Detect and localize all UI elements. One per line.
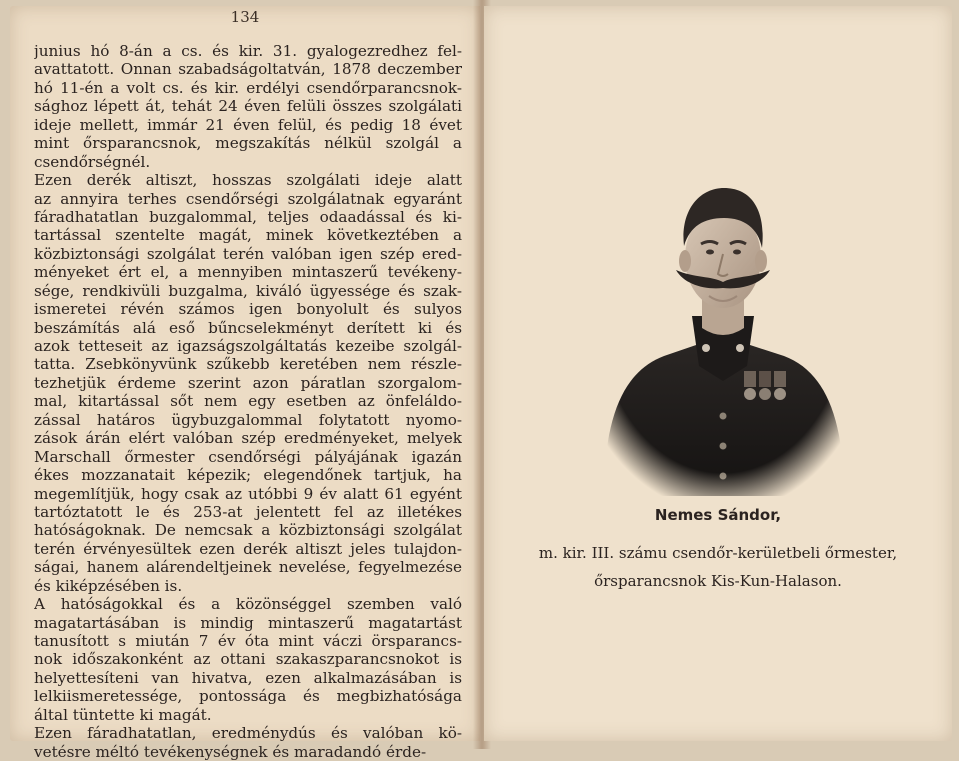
portrait-photo — [594, 166, 852, 496]
text-line: ményeket ért el, a mennyiben mintaszerű tevékeny- — [34, 263, 462, 282]
text-line: avattatott. Onnan szabadságoltatván, 1878 deczember — [34, 60, 462, 79]
right-page — [484, 6, 952, 741]
text-line: mal, kitartással sőt nem egy esetben az önfeláldo- — [34, 392, 462, 411]
text-line: ideje mellett, immár 21 éven felül, és pedig 18 évet — [34, 115, 462, 134]
portrait-illustration — [594, 166, 852, 496]
text-line: azok tetteseit az igazságszolgáltatás kezeibe szolgál- — [34, 337, 462, 355]
text-line: csendőrségnél. — [34, 152, 151, 171]
text-line: tatta. Zsebkönyvünk szűkebb keretében nem részle- — [34, 355, 462, 374]
text-line: terén érvényesültek ezen derék altiszt jeles tulajdon- — [34, 539, 462, 558]
text-line: mint őrsparancsnok, megszakítás nélkül szolgál a — [34, 134, 462, 153]
text-line: tezhetjük érdeme szerint azon páratlan szorgalom- — [34, 373, 462, 392]
text-line: tartással szentelte magát, minek következtében a — [34, 226, 462, 245]
text-line: megemlítjük, hogy csak az utóbbi 9 év alatt 61 egyént — [34, 484, 462, 503]
text-line: ismeretei révén számos igen bonyolult és sulyos — [34, 300, 462, 319]
text-line: sége, rendkivüli buzgalma, kiváló ügyessége és szak- — [34, 281, 462, 300]
text-line: zással határos ügybuzgalommal folytatott nyomo- — [34, 410, 462, 429]
text-line: tanusított s miután 7 év óta mint váczi örsparancs- — [34, 632, 462, 650]
text-line: helyettesíteni van hivatva, ezen alkalmazásában is — [34, 668, 462, 687]
text-line: által tüntette ki magát. — [34, 705, 212, 724]
text-line: zások árán elért valóban szép eredményeket, melyek — [34, 429, 462, 448]
text-line: beszámítás alá eső bűncselekményt derített ki és — [34, 318, 462, 337]
text-line: junius hó 8-án a cs. és kir. 31. gyalogezredhez fel- — [34, 42, 462, 60]
text-line: hatóságoknak. De nemcsak a közbiztonsági szolgálat — [34, 521, 462, 540]
text-line: ságai, hanem alárendeltjeinek nevelése, fegyelmezése — [34, 558, 462, 577]
text-line: sághoz lépett át, tehát 24 éven felüli összes szolgálati — [34, 97, 462, 116]
text-line: Ezen fáradhatatlan, eredménydús és valóban kö- — [34, 724, 462, 743]
left-page — [10, 6, 480, 761]
body-text — [34, 42, 462, 761]
text-line: fáradhatatlan buzgalommal, teljes odaadással és ki- — [34, 207, 462, 226]
caption-name: Nemes Sándor, — [654, 506, 782, 524]
text-line: Marschall őrmester csendőrségi pályájának igazán — [34, 447, 462, 466]
text-line: és kiképzésében is. — [34, 576, 183, 595]
text-line: vetésre méltó tevékenységnek és maradandó érde- — [34, 742, 427, 761]
text-line: ékes mozzanatait képezik; elegendőnek tartjuk, ha — [34, 466, 462, 485]
caption-rank: m. kir. III. számu csendőr-kerületbeli őrmester, — [538, 544, 898, 562]
text-line: magatartásában is mindig mintaszerű magatartást — [34, 613, 462, 632]
text-line: közbiztonsági szolgálat terén valóban igen szép ered- — [34, 244, 462, 263]
text-line: hó 11-én a volt cs. és kir. erdélyi csendőrparancsnok- — [34, 78, 462, 97]
caption-place: őrsparancsnok Kis-Kun-Halason. — [594, 572, 842, 590]
text-line: Ezen derék altiszt, hosszas szolgálati ideje alatt — [34, 171, 462, 190]
text-line: nok időszakonként az ottani szakaszparancsnokot is — [34, 650, 462, 669]
page-number: 134 — [230, 8, 260, 26]
text-line: A hatóságokkal és a közönséggel szemben való — [34, 595, 462, 614]
text-line: tartóztatott le és 253-at jelentett fel az illetékes — [34, 502, 462, 521]
text-line: az annyira terhes csendőrségi szolgálatnak egyaránt — [34, 189, 462, 208]
text-line: lelkiismeretessége, pontossága és megbizhatósága — [34, 687, 462, 706]
